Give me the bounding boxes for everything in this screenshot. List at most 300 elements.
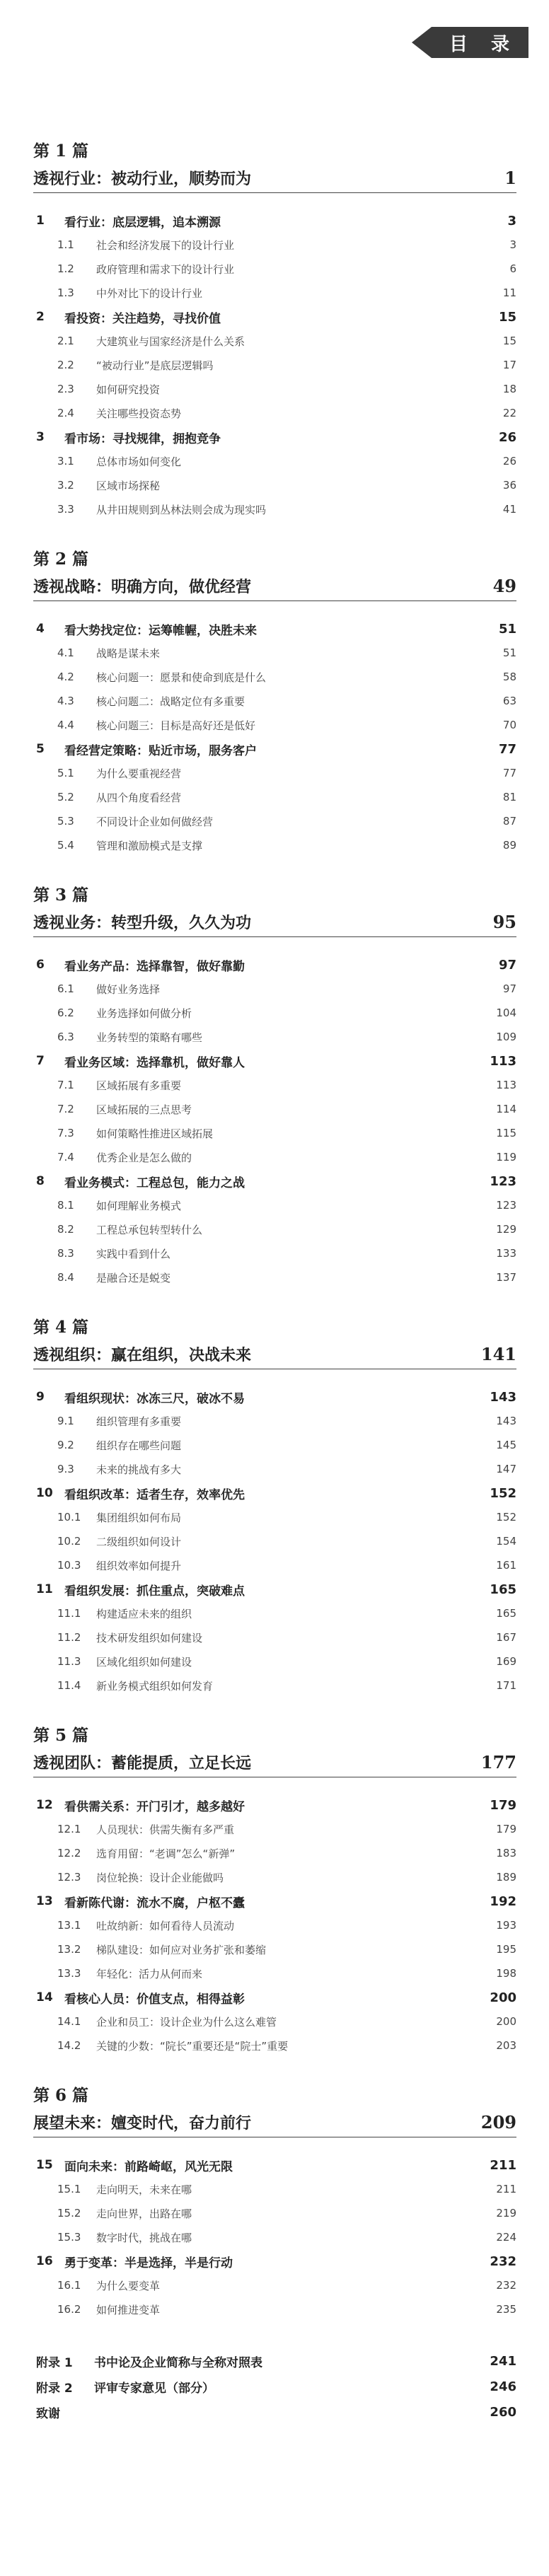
section-title: 中外对比下的设计行业: [96, 286, 203, 300]
chapter-number: 15: [36, 2158, 53, 2172]
chapter-number: 16: [36, 2254, 53, 2268]
chapter-page: 192: [490, 1893, 516, 1909]
section-entry[interactable]: [33, 761, 516, 785]
section-number: 4.4: [57, 719, 74, 731]
section-page: 189: [496, 1871, 516, 1884]
section-number: 15.3: [57, 2231, 81, 2244]
chapter-entry[interactable]: [33, 209, 516, 233]
section-entry[interactable]: [33, 1529, 516, 1553]
part-page: 141: [480, 1343, 516, 1364]
section-entry[interactable]: [33, 809, 516, 833]
section-title: 区域拓展的三点思考: [96, 1103, 192, 1116]
chapter-title: 看业务区域：选择靠机，做好靠人: [64, 1055, 245, 1070]
section-number: 13.1: [57, 1919, 81, 1932]
chapter-page: 77: [498, 741, 516, 757]
chapter-title: 看大势找定位：运筹帷幄，决胜未来: [64, 623, 257, 638]
section-page: 87: [502, 815, 516, 828]
section-number: 3.2: [57, 479, 74, 492]
section-number: 7.1: [57, 1079, 74, 1091]
section-number: 8.1: [57, 1199, 74, 1212]
section-title: 集团组织如何布局: [96, 1511, 182, 1524]
section-page: 183: [496, 1847, 516, 1860]
part-number: 第 6 篇: [33, 2086, 89, 2105]
section-number: 9.1: [57, 1415, 74, 1427]
chapter-number: 13: [36, 1894, 53, 1908]
section-number: 2.4: [57, 407, 74, 419]
section-entry[interactable]: [33, 233, 516, 257]
chapter-page: 200: [490, 1990, 516, 2005]
chapter-entry[interactable]: [33, 1385, 516, 1409]
section-number: 11.2: [57, 1631, 81, 1644]
chapter-title: 看投资：关注趋势，寻找价值: [64, 311, 221, 326]
section-page: 63: [502, 695, 516, 707]
section-title: 区域市场探秘: [96, 479, 161, 492]
section-page: 3: [509, 238, 516, 251]
section-number: 3.1: [57, 455, 74, 468]
section-entry[interactable]: [33, 1961, 516, 1985]
appendix-entry[interactable]: [33, 2399, 516, 2425]
section-page: 109: [496, 1031, 516, 1043]
section-entry[interactable]: [33, 1193, 516, 1217]
chapter-title: 看新陈代谢：流水不腐，户枢不蠹: [64, 1896, 245, 1910]
section-number: 6.3: [57, 1031, 74, 1043]
chapter-title: 看组织现状：冰冻三尺，破冰不易: [64, 1391, 245, 1406]
section-entry[interactable]: [33, 2273, 516, 2297]
section-title: 政府管理和需求下的设计行业: [96, 262, 235, 276]
section-page: 119: [496, 1151, 516, 1164]
section-entry[interactable]: [33, 329, 516, 353]
chapter-entry[interactable]: [33, 2249, 516, 2273]
section-title: 构建适应未来的组织: [96, 1607, 192, 1620]
part-number: 第 4 篇: [33, 1318, 89, 1337]
chapter-title: 勇于变革：半是选择，半是行动: [64, 2256, 233, 2270]
chapter-page: 211: [490, 2157, 516, 2173]
section-entry[interactable]: [33, 641, 516, 665]
section-entry[interactable]: [33, 977, 516, 1001]
section-entry[interactable]: [33, 1073, 516, 1097]
section-entry[interactable]: [33, 665, 516, 689]
toc-part: [33, 548, 516, 884]
chapter-title: 看市场：寻找规律，拥抱竞争: [64, 431, 221, 446]
chapter-number: 3: [36, 430, 45, 444]
section-number: 8.3: [57, 1247, 74, 1260]
chapter-number: 11: [36, 1582, 53, 1596]
section-number: 6.1: [57, 982, 74, 995]
section-number: 5.1: [57, 767, 74, 779]
section-page: 147: [496, 1463, 516, 1475]
section-title: 实践中看到什么: [96, 1247, 171, 1260]
section-page: 179: [496, 1823, 516, 1835]
section-number: 4.2: [57, 671, 74, 683]
section-title: 如何推进变革: [96, 2303, 161, 2316]
chapter-title: 看业务产品：选择靠智，做好靠勤: [64, 959, 245, 974]
part-title: 透视业务：转型升级，久久为功: [33, 913, 252, 932]
chapter-entry[interactable]: [33, 953, 516, 977]
section-page: 18: [502, 383, 516, 395]
section-entry[interactable]: [33, 1001, 516, 1025]
section-page: 154: [496, 1535, 516, 1548]
toc-part: [33, 884, 516, 1316]
section-title: 社会和经济发展下的设计行业: [96, 238, 235, 252]
section-title: 年轻化：活力从何而来: [96, 1967, 203, 1980]
section-number: 4.3: [57, 695, 74, 707]
section-number: 12.2: [57, 1847, 81, 1860]
section-page: 195: [496, 1943, 516, 1956]
section-title: 走向明天，未来在哪: [96, 2183, 192, 2196]
chapter-title: 看经营定策略：贴近市场，服务客户: [64, 743, 257, 758]
section-page: 17: [502, 359, 516, 371]
chapter-page: 143: [490, 1389, 516, 1405]
appendix-entry[interactable]: [33, 2374, 516, 2399]
section-number: 10.1: [57, 1511, 81, 1524]
section-number: 1.3: [57, 286, 74, 299]
section-number: 7.2: [57, 1103, 74, 1115]
section-title: 新业务模式组织如何发育: [96, 1679, 214, 1693]
section-entry[interactable]: [33, 1649, 516, 1673]
toc-list: [33, 140, 516, 2425]
section-page: 11: [502, 286, 516, 299]
section-page: 6: [509, 262, 516, 275]
section-entry[interactable]: [33, 1457, 516, 1481]
section-entry[interactable]: [33, 2009, 516, 2033]
section-title: 如何研究投资: [96, 383, 161, 396]
section-entry[interactable]: [33, 1121, 516, 1145]
chapter-entry[interactable]: [33, 425, 516, 449]
section-number: 8.4: [57, 1271, 74, 1284]
section-entry[interactable]: [33, 833, 516, 857]
chapter-title: 看组织改革：适者生存，效率优先: [64, 1487, 245, 1502]
section-entry[interactable]: [33, 2177, 516, 2201]
chapter-number: 6: [36, 958, 45, 972]
section-number: 7.4: [57, 1151, 74, 1164]
chapter-page: 26: [498, 429, 516, 445]
section-title: 做好业务选择: [96, 982, 161, 996]
section-title: 业务转型的策略有哪些: [96, 1031, 203, 1044]
chapter-entry[interactable]: [33, 2153, 516, 2177]
section-entry[interactable]: [33, 257, 516, 281]
chapter-page: 113: [490, 1053, 516, 1069]
section-number: 8.2: [57, 1223, 74, 1236]
chapter-page: 123: [490, 1173, 516, 1189]
section-page: 161: [496, 1559, 516, 1572]
section-number: 5.2: [57, 791, 74, 803]
section-title: 从四个角度看经营: [96, 791, 182, 804]
section-page: 15: [502, 335, 516, 347]
part-title-row[interactable]: [33, 163, 516, 193]
chapter-number: 7: [36, 1054, 45, 1068]
section-entry[interactable]: [33, 1817, 516, 1841]
section-entry[interactable]: [33, 2033, 516, 2058]
chapter-title: 面向未来：前路崎岖，风光无限: [64, 2159, 233, 2174]
section-number: 16.1: [57, 2279, 81, 2292]
toc-part: [33, 1724, 516, 2084]
section-number: 12.3: [57, 1871, 81, 1884]
part-number: 第 2 篇: [33, 550, 89, 569]
section-entry[interactable]: [33, 1409, 516, 1433]
section-entry[interactable]: [33, 1865, 516, 1889]
section-page: 77: [502, 767, 516, 779]
section-page: 171: [496, 1679, 516, 1692]
part-page: 95: [492, 911, 516, 932]
section-number: 11.3: [57, 1655, 81, 1668]
section-number: 16.2: [57, 2303, 81, 2316]
section-page: 200: [496, 2015, 516, 2028]
section-number: 15.1: [57, 2183, 81, 2195]
section-page: 145: [496, 1439, 516, 1451]
section-entry[interactable]: [33, 401, 516, 425]
section-page: 81: [502, 791, 516, 803]
section-title: 工程总承包转型转什么: [96, 1223, 203, 1236]
section-number: 12.1: [57, 1823, 81, 1835]
section-title: 企业和员工：设计企业为什么这么难管: [96, 2015, 277, 2029]
section-entry[interactable]: [33, 785, 516, 809]
section-title: 岗位轮换：设计企业能做吗: [96, 1871, 224, 1884]
chapter-page: 232: [490, 2253, 516, 2269]
section-title: 如何策略性推进区域拓展: [96, 1127, 214, 1140]
section-entry[interactable]: [33, 1433, 516, 1457]
section-entry[interactable]: [33, 1673, 516, 1698]
section-number: 10.3: [57, 1559, 81, 1572]
part-page: 1: [504, 167, 516, 188]
appendix-entry[interactable]: [33, 2348, 516, 2374]
part-title-row[interactable]: [33, 2107, 516, 2137]
section-title: 人员现状：供需失衡有多严重: [96, 1823, 235, 1836]
section-page: 143: [496, 1415, 516, 1427]
section-entry[interactable]: [33, 1097, 516, 1121]
section-entry[interactable]: [33, 2201, 516, 2225]
section-page: 232: [496, 2279, 516, 2292]
section-page: 235: [496, 2303, 516, 2316]
chapter-entry[interactable]: [33, 1049, 516, 1073]
section-title: 为什么要变革: [96, 2279, 161, 2292]
section-title: 技术研发组织如何建设: [96, 1631, 203, 1644]
chapter-entry[interactable]: [33, 305, 516, 329]
section-title: 大建筑业与国家经济是什么关系: [96, 335, 245, 348]
chapter-entry[interactable]: [33, 1793, 516, 1817]
section-entry[interactable]: [33, 1025, 516, 1049]
section-entry[interactable]: [33, 1601, 516, 1625]
section-title: 关注哪些投资态势: [96, 407, 182, 420]
part-page: 177: [480, 1751, 516, 1773]
section-entry[interactable]: [33, 2297, 516, 2321]
section-entry[interactable]: [33, 1265, 516, 1289]
section-page: 133: [496, 1247, 516, 1260]
section-title: 吐故纳新：如何看待人员流动: [96, 1919, 235, 1932]
section-title: 区域化组织如何建设: [96, 1655, 192, 1669]
section-page: 165: [496, 1607, 516, 1620]
chapter-number: 4: [36, 622, 45, 636]
section-entry[interactable]: [33, 713, 516, 737]
toc-part: [33, 140, 516, 548]
section-number: 14.2: [57, 2039, 81, 2052]
appendix-label: 致谢: [36, 2406, 60, 2421]
chapter-page: 165: [490, 1582, 516, 1597]
chapter-title: 看业务模式：工程总包，能力之战: [64, 1176, 245, 1190]
part-title: 透视组织：赢在组织，决战未来: [33, 1345, 252, 1364]
section-title: 组织存在哪些问题: [96, 1439, 182, 1452]
section-title: 业务选择如何做分析: [96, 1006, 192, 1020]
section-page: 89: [502, 839, 516, 852]
section-title: 走向世界，出路在哪: [96, 2207, 192, 2220]
section-entry[interactable]: [33, 1937, 516, 1961]
section-number: 2.1: [57, 335, 74, 347]
section-entry[interactable]: [33, 1241, 516, 1265]
part-title-row[interactable]: [33, 1339, 516, 1369]
chapter-number: 10: [36, 1486, 53, 1500]
section-entry[interactable]: [33, 1553, 516, 1577]
part-title: 透视行业：被动行业，顺势而为: [33, 169, 252, 188]
part-number: 第 5 篇: [33, 1726, 89, 1745]
section-title: 战略是谋未来: [96, 646, 161, 660]
section-page: 224: [496, 2231, 516, 2244]
appendix-title: 书中论及企业简称与全称对照表: [94, 2355, 262, 2370]
section-title: 是融合还是蜕变: [96, 1271, 171, 1284]
part-title: 透视战略：明确方向，做优经营: [33, 577, 252, 596]
section-title: 核心问题一：愿景和使命到底是什么: [96, 671, 267, 684]
section-page: 193: [496, 1919, 516, 1932]
section-title: 选育用留：“老调”怎么“新弹”: [96, 1847, 236, 1860]
section-entry[interactable]: [33, 473, 516, 497]
section-page: 219: [496, 2207, 516, 2220]
section-title: 梯队建设：如何应对业务扩张和萎缩: [96, 1943, 267, 1956]
section-page: 167: [496, 1631, 516, 1644]
section-number: 1.1: [57, 238, 74, 251]
section-page: 169: [496, 1655, 516, 1668]
appendix-label: 附录 1: [36, 2355, 73, 2370]
chapter-entry[interactable]: [33, 1169, 516, 1193]
appendix-page: 246: [490, 2379, 516, 2394]
section-page: 58: [502, 671, 516, 683]
section-number: 11.1: [57, 1607, 81, 1620]
section-entry[interactable]: [33, 1217, 516, 1241]
part-title-row[interactable]: [33, 1747, 516, 1777]
section-entry[interactable]: [33, 1625, 516, 1649]
section-title: “被动行业”是底层逻辑吗: [96, 359, 214, 372]
section-title: 为什么要重视经营: [96, 767, 182, 780]
appendix-page: 241: [490, 2353, 516, 2369]
appendix-label: 附录 2: [36, 2381, 73, 2396]
section-title: 未来的挑战有多大: [96, 1463, 182, 1476]
section-number: 5.3: [57, 815, 74, 828]
section-page: 114: [496, 1103, 516, 1115]
tab-arrow-icon: [412, 27, 432, 58]
section-entry[interactable]: [33, 377, 516, 401]
section-page: 70: [502, 719, 516, 731]
chapter-page: 3: [507, 213, 516, 228]
appendix-page: 260: [490, 2404, 516, 2420]
section-page: 36: [502, 479, 516, 492]
chapter-page: 179: [490, 1797, 516, 1813]
section-number: 2.2: [57, 359, 74, 371]
section-number: 2.3: [57, 383, 74, 395]
chapter-number: 5: [36, 742, 45, 756]
section-page: 203: [496, 2039, 516, 2052]
section-title: 关键的少数：“院长”重要还是“院士”重要: [96, 2039, 289, 2053]
section-entry[interactable]: [33, 353, 516, 377]
chapter-title: 看行业：底层逻辑，追本溯源: [64, 215, 221, 230]
section-page: 41: [502, 503, 516, 516]
chapter-page: 15: [498, 309, 516, 325]
section-page: 129: [496, 1223, 516, 1236]
section-number: 3.3: [57, 503, 74, 516]
chapter-entry[interactable]: [33, 617, 516, 641]
toc-part: [33, 1316, 516, 1724]
section-number: 13.3: [57, 1967, 81, 1980]
part-title: 展望未来：嬗变时代，奋力前行: [33, 2113, 252, 2133]
chapter-title: 看供需关系：开门引才，越多越好: [64, 1799, 245, 1814]
section-number: 15.2: [57, 2207, 81, 2220]
section-entry[interactable]: [33, 1841, 516, 1865]
chapter-title: 看核心人员：价值支点，相得益彰: [64, 1992, 245, 2007]
chapter-number: 1: [36, 214, 45, 228]
part-number: 第 1 篇: [33, 141, 89, 161]
section-title: 核心问题三：目标是高好还是低好: [96, 719, 256, 732]
section-page: 137: [496, 1271, 516, 1284]
section-title: 管理和激励模式是支撑: [96, 839, 203, 852]
section-title: 数字时代，挑战在哪: [96, 2231, 192, 2244]
section-number: 9.3: [57, 1463, 74, 1475]
section-page: 22: [502, 407, 516, 419]
section-entry[interactable]: [33, 497, 516, 521]
section-entry[interactable]: [33, 449, 516, 473]
section-entry[interactable]: [33, 281, 516, 305]
chapter-entry[interactable]: [33, 737, 516, 761]
section-page: 152: [496, 1511, 516, 1524]
section-number: 1.2: [57, 262, 74, 275]
section-page: 97: [502, 982, 516, 995]
part-title-row[interactable]: [33, 571, 516, 601]
chapter-page: 51: [498, 621, 516, 637]
toc-title: 目 录: [432, 27, 528, 58]
chapter-entry[interactable]: [33, 1481, 516, 1505]
chapter-number: 9: [36, 1390, 45, 1404]
chapter-number: 14: [36, 1990, 53, 2004]
section-number: 5.4: [57, 839, 74, 852]
toc-header-tab: [412, 27, 528, 58]
chapter-entry[interactable]: [33, 1889, 516, 1913]
chapter-entry[interactable]: [33, 1577, 516, 1601]
section-title: 组织管理有多重要: [96, 1415, 182, 1428]
section-title: 优秀企业是怎么做的: [96, 1151, 192, 1164]
section-page: 115: [496, 1127, 516, 1139]
part-page: 49: [492, 575, 516, 596]
section-title: 不同设计企业如何做经营: [96, 815, 214, 828]
section-entry[interactable]: [33, 2225, 516, 2249]
section-number: 6.2: [57, 1006, 74, 1019]
section-title: 从井田规则到丛林法则会成为现实吗: [96, 503, 267, 516]
part-page: 209: [480, 2111, 516, 2133]
section-entry[interactable]: [33, 1145, 516, 1169]
section-title: 总体市场如何变化: [96, 455, 182, 468]
section-page: 198: [496, 1967, 516, 1980]
section-entry[interactable]: [33, 689, 516, 713]
part-title-row[interactable]: [33, 907, 516, 937]
section-number: 9.2: [57, 1439, 74, 1451]
chapter-page: 152: [490, 1485, 516, 1501]
section-title: 如何理解业务模式: [96, 1199, 182, 1212]
section-number: 4.1: [57, 646, 74, 659]
part-number: 第 3 篇: [33, 886, 89, 905]
chapter-entry[interactable]: [33, 1985, 516, 2009]
section-number: 14.1: [57, 2015, 81, 2028]
section-page: 51: [502, 646, 516, 659]
section-page: 123: [496, 1199, 516, 1212]
section-entry[interactable]: [33, 1913, 516, 1937]
section-title: 组织效率如何提升: [96, 1559, 182, 1572]
section-number: 7.3: [57, 1127, 74, 1139]
toc-part: [33, 2084, 516, 2348]
section-entry[interactable]: [33, 1505, 516, 1529]
